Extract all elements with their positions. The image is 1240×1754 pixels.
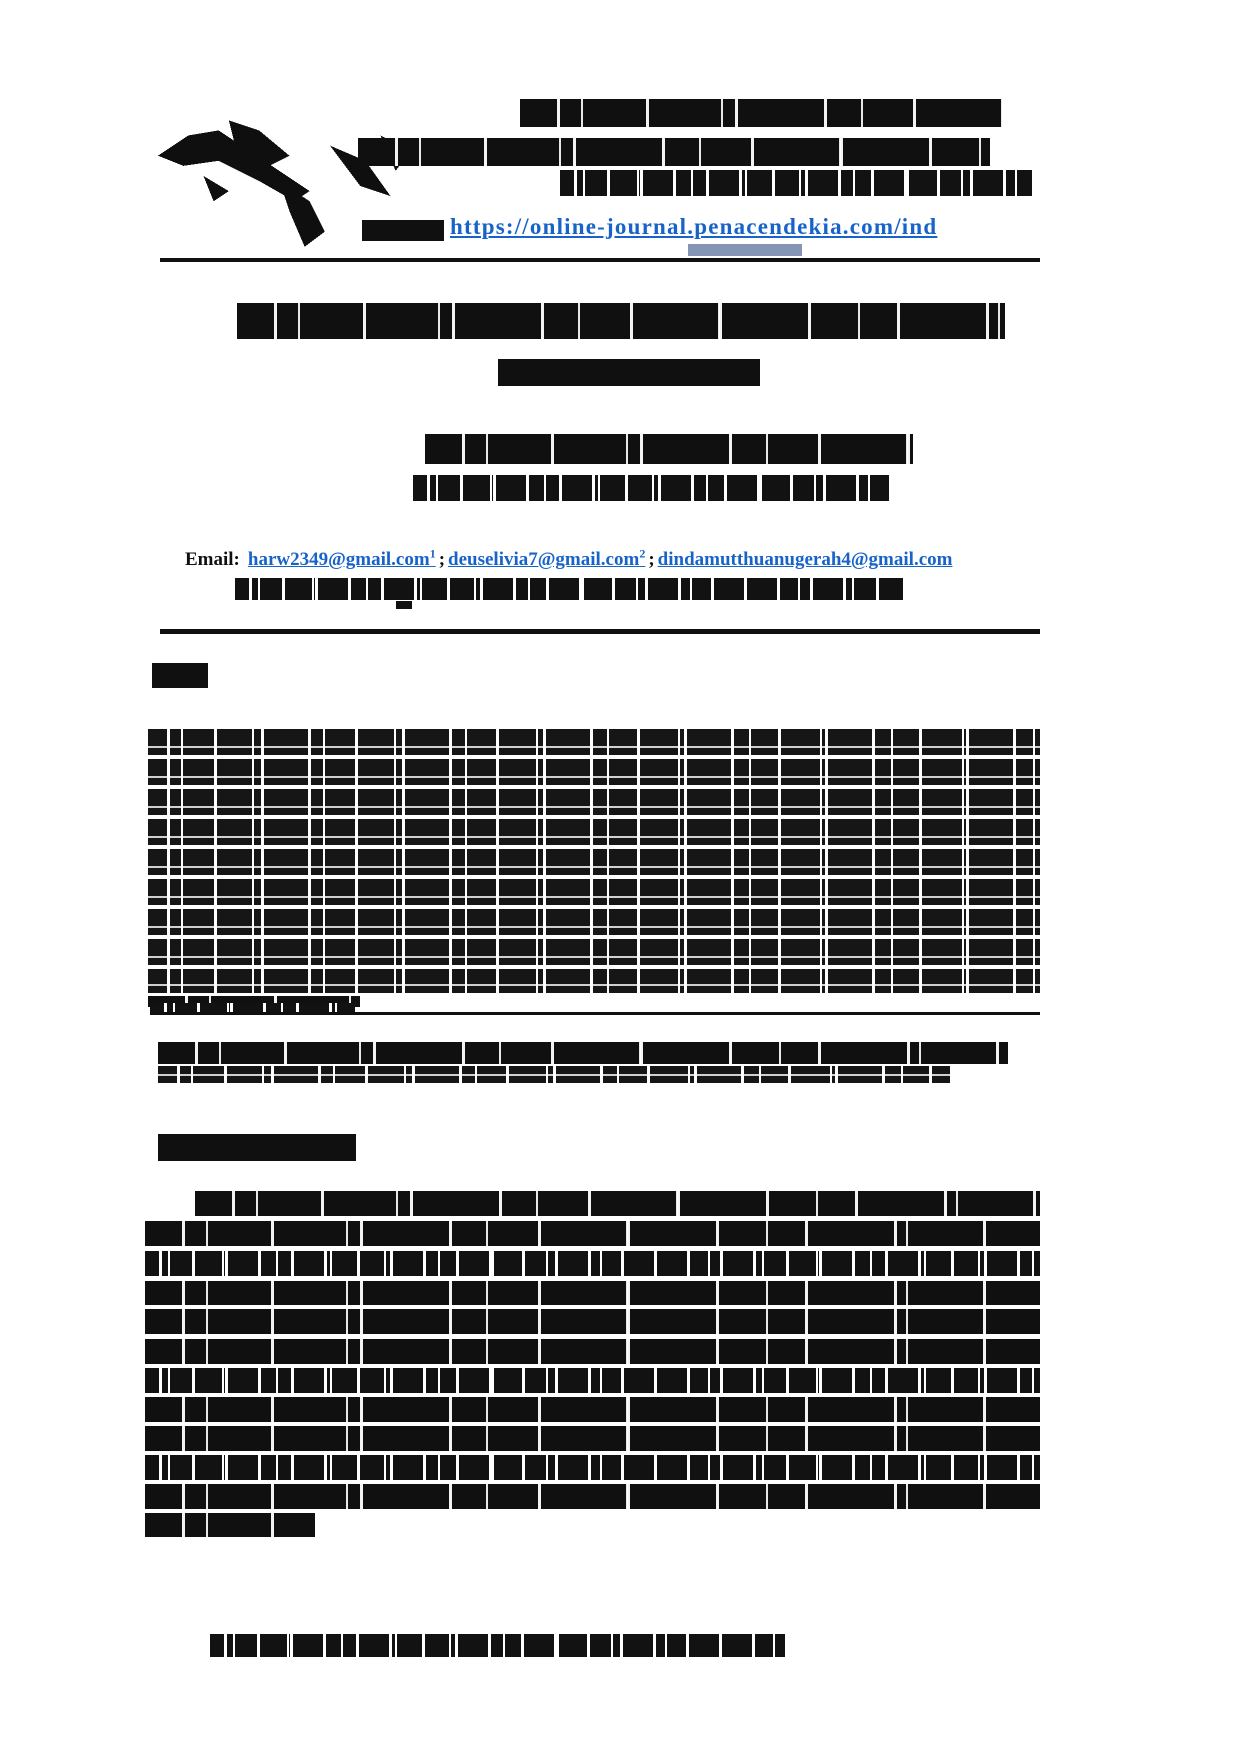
email-line [185,547,1055,571]
introduction-heading-box [158,1134,356,1161]
author-email-2-superscript: 2 [639,547,646,561]
abstract-text-line-5 [148,849,1040,875]
email-label: Email: [185,549,240,571]
abstract-text-line-6 [148,879,1040,905]
article-title-line-2 [498,359,760,386]
author-email-1-superscript: 1 [429,547,436,561]
author-email-3: dindamutthuanugerah4@gmail.com [657,549,953,571]
abstract-top-rule [160,629,1040,634]
journal-doi-link[interactable]: https://online-journal.penacendekia.com/ind [450,214,938,239]
footnote-rule [150,1012,1040,1015]
author-email-1: harw2349@gmail.com [247,549,430,571]
header-rule [160,258,1040,262]
footer-citation-line [210,1634,788,1657]
body-paragraph-line-11 [145,1484,1040,1509]
header-volume-issue-line [520,99,1002,127]
received-accepted-line [235,578,903,600]
email-separator-2: ; [648,549,655,571]
body-paragraph-line-5 [145,1309,1040,1334]
header-journal-name-line [358,138,990,166]
abstract-text-line-3 [148,789,1040,815]
body-paragraph-line-4 [145,1281,1040,1305]
abstract-text-line-7 [148,909,1040,935]
author-email-link-1[interactable] [248,549,436,570]
abstract-text-line-4 [148,819,1040,845]
email-separator-1: ; [438,549,446,571]
body-paragraph-line-6 [145,1339,1040,1364]
received-accepted-mark [396,601,412,609]
body-paragraph-line-2 [145,1221,1040,1246]
body-paragraph-line-3 [145,1251,1040,1276]
abstract-heading-box [152,663,208,688]
keywords-line-2-underline [158,1066,950,1083]
body-paragraph-line-8 [145,1397,1040,1422]
author-email-2: deuselivia7@gmail.com [448,549,640,571]
header-doi-label [362,220,444,241]
body-paragraph-last-line [145,1513,315,1537]
author-email-link-2[interactable] [448,549,645,570]
body-paragraph-line-1 [195,1191,1040,1216]
footnote-text [150,1003,355,1012]
abstract-text-line-1 [148,729,1040,755]
abstract-text-line-8 [148,939,1040,965]
affiliation-line [413,475,889,501]
authors-line [425,434,913,464]
body-paragraph-line-7 [145,1368,1040,1393]
header-doi-subline [688,244,802,256]
body-paragraph-line-9 [145,1426,1040,1451]
keywords-line-1 [158,1042,1008,1064]
abstract-text-line-2 [148,759,1040,785]
article-title-line-1 [237,303,1005,339]
body-paragraph-line-10 [145,1455,1040,1480]
abstract-text-line-9 [148,969,1040,993]
header-issn-line [560,170,1032,196]
author-email-link-3[interactable] [658,549,953,570]
